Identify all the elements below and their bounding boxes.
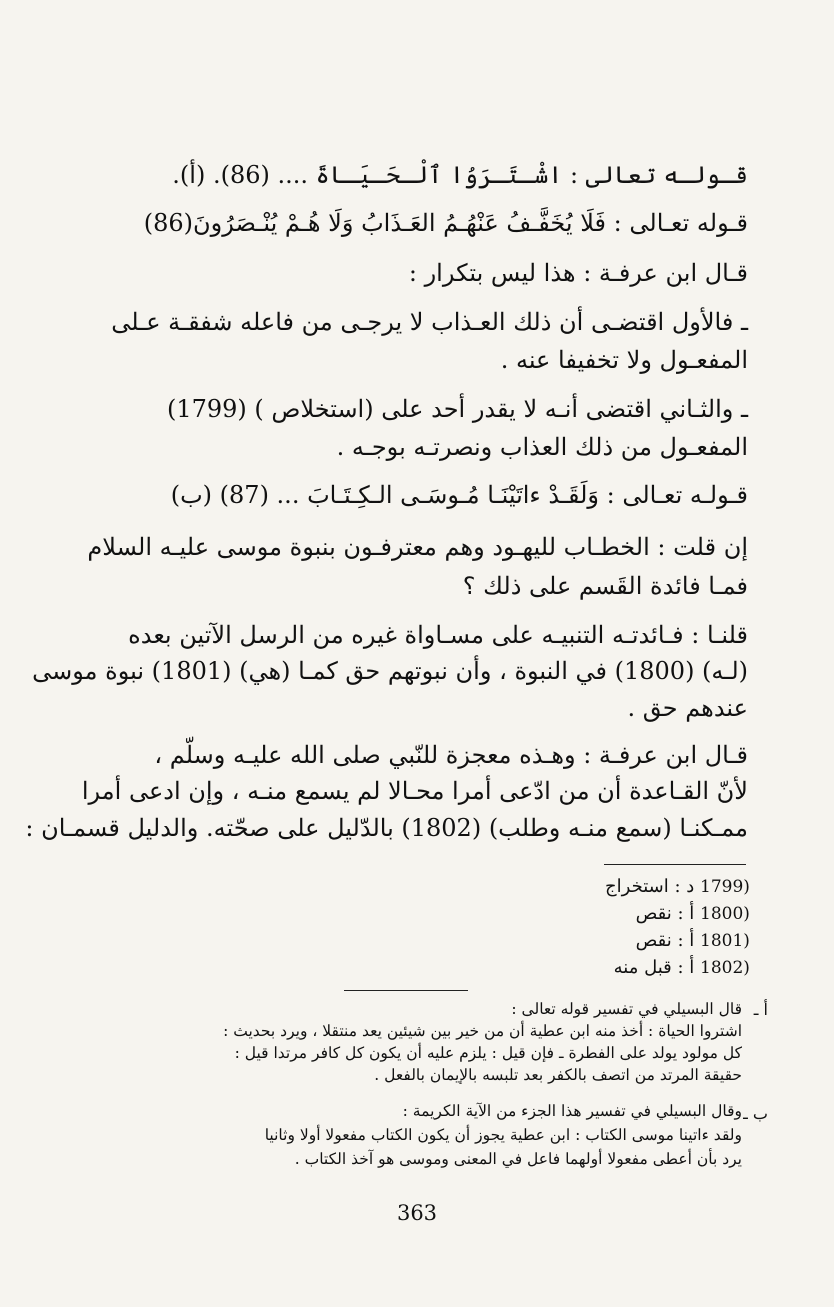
body-line-6: ـ والثـاني اقتضى أنـه لا يقدر أحد على (استخلاص ) (1799) xyxy=(166,395,748,423)
note-b-line: يرد بأن أعطى مفعولا أولهما فاعل في المعنى وموسى هو آخذ الكتاب . xyxy=(294,1150,742,1168)
body-line-7: المفعـول من ذلك العذاب ونصرتـه بوجـه . xyxy=(336,433,748,461)
note-b-label: ب ـ xyxy=(743,1104,768,1123)
footnote-1800 xyxy=(635,903,750,925)
footnote-text: د : استخراج xyxy=(605,876,695,897)
note-a-line: حقيقة المرتد من اتصف بالكفر بعد تلبسه بالإيمان بالفعل . xyxy=(374,1066,742,1084)
body-line-2: قـوله تعـالى : فَلَا يُخَفَّـفُ عَنْهُـمُ العَـذَابُ وَلَا هُـمْ يُنْـصَرُونَ(86) xyxy=(143,209,748,237)
body-line-3: قـال ابن عرفـة : هذا ليس بتكرار : xyxy=(408,259,748,287)
page-number: 363 xyxy=(396,1201,438,1225)
note-a-line: كل مولود يولد على الفطرة ـ فإن قيل : يلزم عليه أن يكون كل كافر مرتدا قيل : xyxy=(234,1044,742,1062)
footnote-number: 1802) xyxy=(700,958,750,978)
body-line-9: إن قلت : الخطـاب لليهـود وهم معترفـون بنبوة موسى عليـه السلام xyxy=(87,533,748,561)
footnote-separator xyxy=(604,864,746,865)
body-line-5: المفعـول ولا تخفيفا عنه . xyxy=(500,346,748,374)
body-line-4: ـ فالأول اقتضـى أن ذلك العـذاب لا يرجـى من فاعله شفقـة عـلى xyxy=(111,308,748,336)
body-line-14: قـال ابن عرفـة : وهـذه معجزة للنّبي صلى الله عليـه وسلّم ، xyxy=(154,741,748,769)
notes-separator xyxy=(344,990,468,991)
footnote-text: أ : نقص xyxy=(635,930,695,951)
footnote-1799 xyxy=(605,876,750,898)
footnote-number: 1800) xyxy=(700,904,750,924)
footnote-1801 xyxy=(635,930,750,952)
body-line-1: قـولـه تعالى : اشْـتَـرَوُا ٱلْـحَـيَـاةَ .... (86). (أ). xyxy=(172,161,748,189)
body-line-11: قلنـا : فـائدتـه التنبيـه على مسـاواة غيره من الرسل الآتين بعده xyxy=(128,621,748,649)
note-a-line: اشتروا الحياة : أخذ منه ابن عطية أن من خير بين شيئين يعد منتقلا ، ويرد بحديث : xyxy=(223,1022,742,1040)
body-line-13: عندهم حق . xyxy=(627,694,748,722)
note-a-line: قال البسيلي في تفسير قوله تعالى : xyxy=(511,1000,742,1018)
body-line-12: (لـه) (1800) في النبوة ، وأن نبوتهم حق كمـا (هي) (1801) نبوة موسى xyxy=(32,657,748,685)
body-line-15: لأنّ القـاعدة أن من ادّعى أمرا محـالا لم يسمع منـه ، وإن ادعى أمرا xyxy=(81,777,748,805)
footnote-number: 1799) xyxy=(700,877,750,897)
footnote-number: 1801) xyxy=(700,931,750,951)
note-b-line: وقال البسيلي في تفسير هذا الجزء من الآية الكريمة : xyxy=(402,1102,742,1120)
footnote-text: أ : نقص xyxy=(635,903,695,924)
body-line-16: ممـكنـا (سمع منـه وطلب) (1802) بالدّليل على صحّته. والدليل قسمـان : xyxy=(25,814,748,842)
body-line-8: قـولـه تعـالى : وَلَقَـدْ ءاتَيْنَـا مُـوسَـى الـكِـتَـابَ ... (87) (ب) xyxy=(170,481,748,509)
body-line-10: فمـا فائدة القَسم على ذلك ؟ xyxy=(462,572,748,600)
footnote-1802 xyxy=(613,957,750,979)
note-a-label: أ ـ xyxy=(753,1000,768,1019)
note-b-line: ولقد ءاتينا موسى الكتاب : ابن عطية يجوز أن يكون الكتاب مفعولا أولا وثانيا xyxy=(264,1126,742,1144)
footnote-text: أ : قبل منه xyxy=(613,957,695,978)
